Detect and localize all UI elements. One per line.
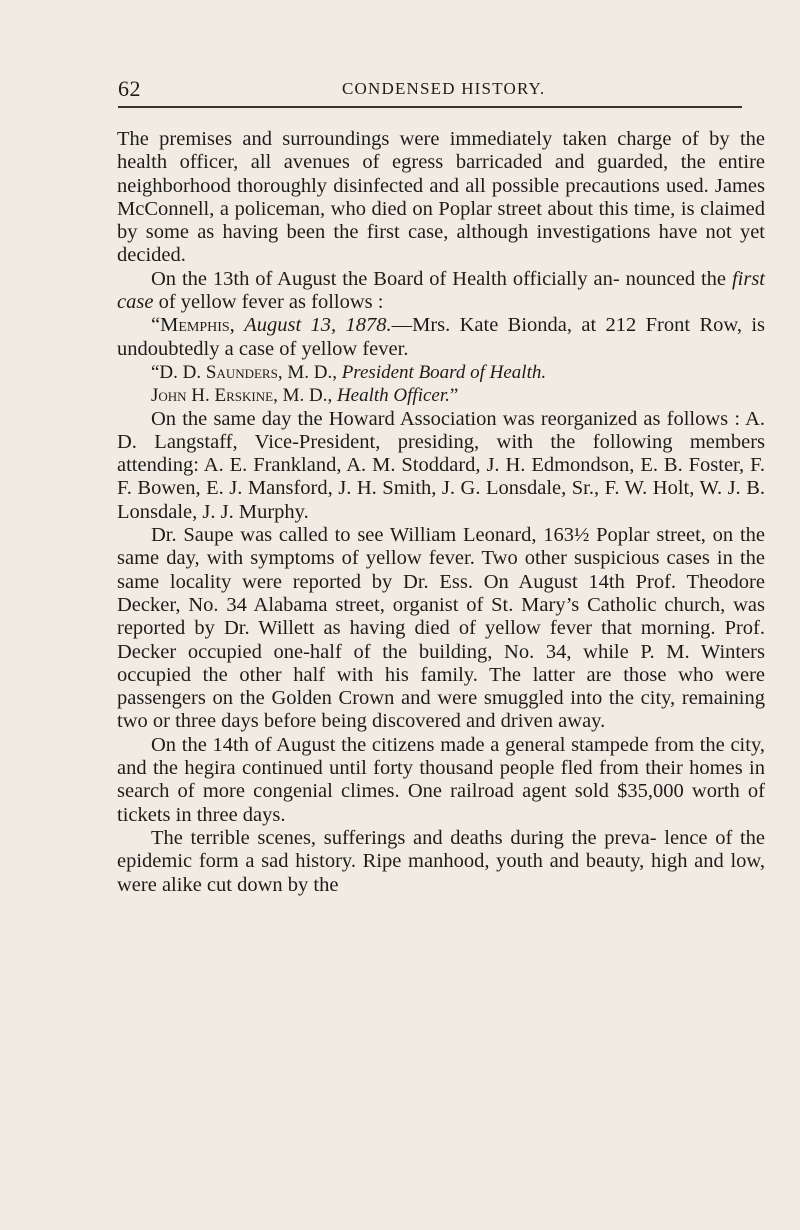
paragraph-2-emphasis: first case bbox=[117, 267, 765, 314]
quoted-announcement bbox=[117, 314, 765, 361]
running-title: CONDENSED HISTORY. bbox=[342, 79, 546, 98]
signature-1-name: “D. D. Saunders, M. D., bbox=[151, 361, 337, 383]
signature-1-title: President Board of Health. bbox=[341, 361, 547, 383]
paragraph-2 bbox=[117, 268, 765, 315]
announcement-date: August 13, 1878. bbox=[244, 314, 392, 337]
page-number: 62 bbox=[118, 76, 141, 101]
paragraph-1: The premises and surroundings were immediately taken charge of by the health officer, all avenues of egress barricaded and guarded, the entire neighborhood thoroughly disinfected and all possible precautions used. James McConnell, a policeman, who died on Poplar street about this time, is claimed by some as having been the first case, although investigations have not yet decided. bbox=[117, 128, 765, 267]
paragraph-2-text-before: On the 13th of August the Board of Health officially an- nounced the bbox=[151, 267, 727, 290]
signature-2-title: Health Officer. bbox=[336, 385, 450, 407]
paragraph-5: Dr. Saupe was called to see William Leonard, 163½ Poplar street, on the same day, with symptoms of yellow fever. Two other suspicious cases in the same locality were reported by Dr. Ess. On August 14th Prof. Theodore Decker, No. 34 Alabama street, organist of St. Mary’s Catholic church, was reported by Dr. Willett as having died of yellow fever that morning. Prof. Decker occupied one-half of the building, No. 34, while P. M. Winters occupied the other half with his family. The latter are those who were passengers on the Golden Crown and were smuggled into the city, remaining two or three days before being discovered and driven away. bbox=[117, 524, 765, 733]
announcement-place: Memphis, bbox=[160, 314, 235, 337]
paragraph-4: On the same day the Howard Association was reorganized as follows : A. D. Langstaff, Vice-President, presiding, with the following members attending: A. E. Frankland, A. M. Stoddard, J. H. Edmondson, E. B. Foster, F. F. Bowen, E. J. Mansford, J. H. Smith, J. G. Lonsdale, Sr., F. W. Holt, W. J. B. Lonsdale, J. J. Murphy. bbox=[117, 407, 765, 523]
page-header bbox=[118, 76, 758, 104]
paragraph-2-text-after: of yellow fever as follows : bbox=[158, 291, 384, 314]
quote-open: “ bbox=[151, 314, 161, 337]
body-text bbox=[117, 128, 765, 897]
quote-close: ” bbox=[449, 385, 459, 407]
header-rule bbox=[118, 106, 742, 108]
signature-1 bbox=[117, 361, 765, 384]
signature-2-name: John H. Erskine, M. D., bbox=[151, 385, 333, 407]
paragraph-6: On the 14th of August the citizens made a general stampede from the city, and the hegira continued until forty thousand people fled from their homes in search of more congenial climes. One railroad agent sold $35,000 worth of tickets in three days. bbox=[117, 733, 765, 826]
announcement-text: —Mrs. Kate Bionda, at 212 Front Row, is undoubtedly a case of yellow fever. bbox=[117, 314, 765, 360]
paragraph-7: The terrible scenes, sufferings and deaths during the preva- lence of the epidemic form a sad history. Ripe manhood, youth and beauty, high and low, were alike cut down by the bbox=[117, 826, 765, 896]
signature-2 bbox=[117, 384, 765, 407]
